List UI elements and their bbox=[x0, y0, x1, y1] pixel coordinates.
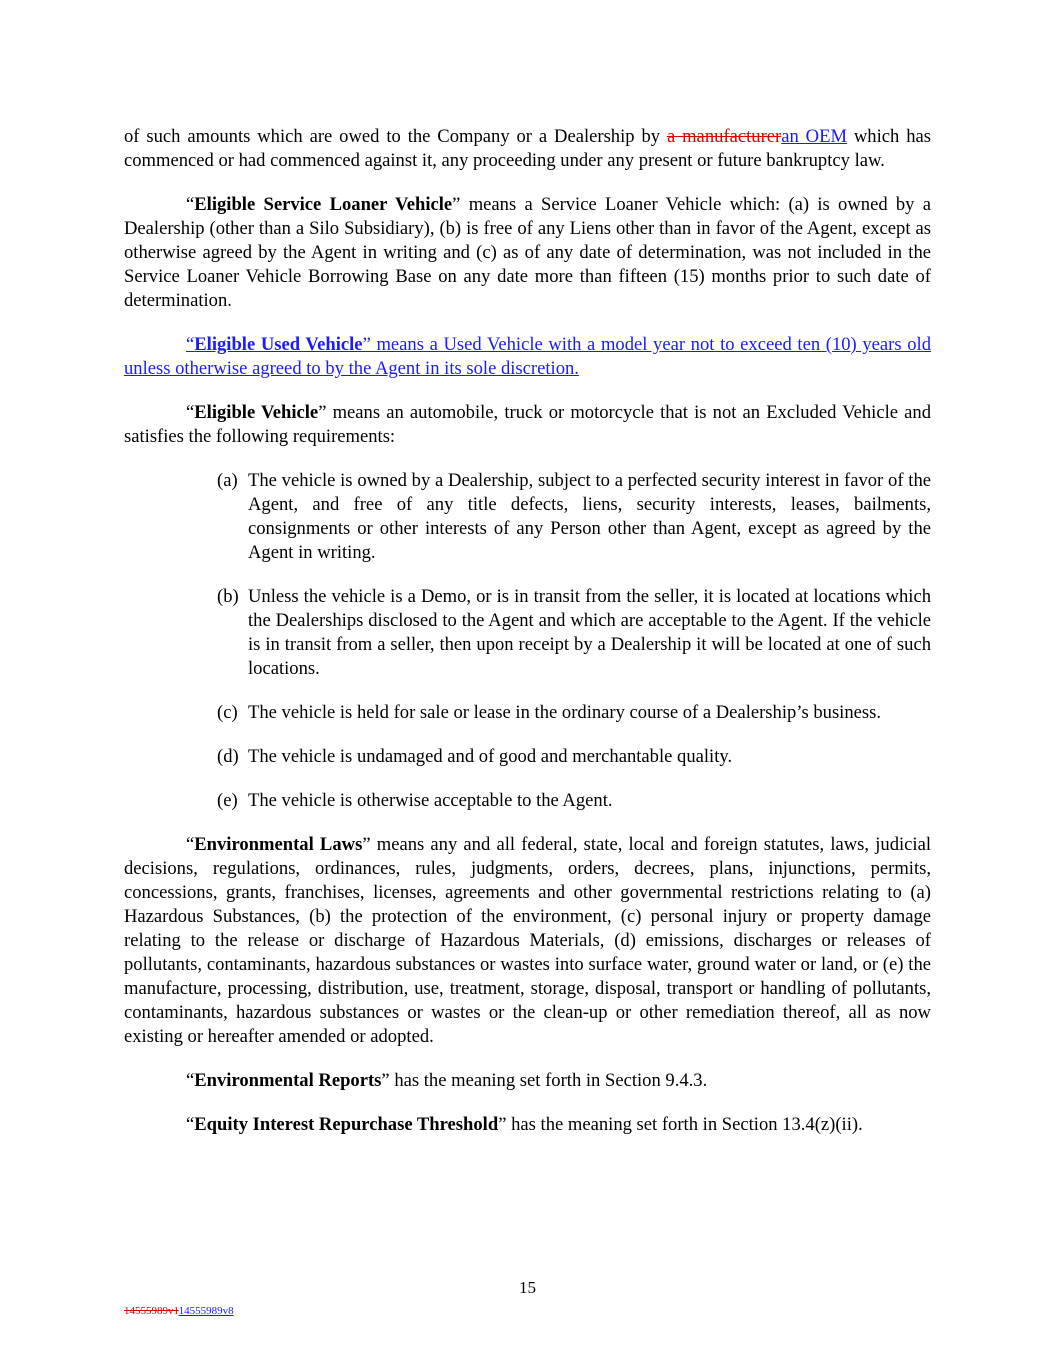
definition-text: ” has the meaning set forth in Section 13.4(z)(ii). bbox=[498, 1114, 863, 1135]
list-text: Unless the vehicle is a Demo, or is in transit from the seller, it is located at locations which the Dealerships disclosed to the Agent and which are acceptable to the Agent. If the vehicle is in transit from a seller, then upon receipt by a Dealership it will be located at one of such locations. bbox=[248, 586, 931, 679]
paragraph-continuation bbox=[124, 125, 931, 173]
list-item bbox=[217, 745, 931, 769]
list-label: (e) bbox=[217, 790, 238, 811]
definition-text: ” means a Service Loaner Vehicle which: (a) is owned by a Dealership (other than a Silo Subsidiary), (b) is free of any Liens other than in favor of the Agent, except as otherwise agreed by the Agent in writing and (c) as of any date of determination, was not included in the Service Loaner Vehicle Borrowing Base on any date more than fifteen (15) months prior to such date of determination. bbox=[124, 194, 931, 311]
list-text: The vehicle is undamaged and of good and merchantable quality. bbox=[248, 746, 733, 767]
defined-term: Environmental Laws bbox=[194, 834, 363, 855]
list-label: (c) bbox=[217, 702, 238, 723]
definition-eligible-vehicle bbox=[124, 401, 931, 449]
list-item bbox=[217, 789, 931, 813]
quote: “ bbox=[186, 1070, 195, 1091]
deleted-text: a manufacturer bbox=[666, 126, 782, 147]
quote: “ bbox=[186, 334, 195, 355]
definition-text: ” means a Used Vehicle with a model year not to exceed ten (10) years old unless otherwise agreed to by the Agent in its sole discretion. bbox=[124, 334, 931, 379]
defined-term: Eligible Service Loaner Vehicle bbox=[194, 194, 453, 215]
document-id-footer bbox=[124, 1299, 234, 1323]
defined-term: Environmental Reports bbox=[194, 1070, 382, 1091]
quote: “ bbox=[186, 1114, 195, 1135]
quote: “ bbox=[186, 194, 195, 215]
text: which has commenced or had commenced against it, any proceeding under any present or future bankruptcy law. bbox=[124, 126, 931, 171]
deleted-doc-id: 14555989v1 bbox=[124, 1305, 179, 1317]
definition-text: ” means any and all federal, state, local and foreign statutes, laws, judicial decisions, regulations, ordinances, rules, judgments, orders, decrees, plans, injunctions, permits, concessions, grants, franchises, licenses, agreements and other governmental restrictions relating to (a) Hazardous Substances, (b) the protection of the environment, (c) personal injury or property damage relating to the release or discharge of Hazardous Materials, (d) emissions, discharges or releases of pollutants, contaminants, hazardous substances or wastes into surface water, ground water or land, or (e) the manufacture, processing, distribution, use, treatment, storage, disposal, transport or handling of pollutants, contaminants, hazardous substances or wastes or the clean-up or other remediation thereof, all as now existing or hereafter amended or adopted. bbox=[124, 834, 931, 1047]
text: of such amounts which are owed to the Company or a Dealership by bbox=[124, 126, 667, 147]
list-item bbox=[217, 585, 931, 681]
definition-eligible-service-loaner-vehicle bbox=[124, 193, 931, 313]
quote: “ bbox=[186, 834, 195, 855]
definition-equity-interest-repurchase-threshold bbox=[124, 1113, 931, 1137]
list-label: (b) bbox=[217, 586, 239, 607]
list-item bbox=[217, 701, 931, 725]
list-label: (d) bbox=[217, 746, 239, 767]
defined-term: Eligible Used Vehicle bbox=[194, 334, 363, 355]
definition-text: ” has the meaning set forth in Section 9.4.3. bbox=[381, 1070, 708, 1091]
definition-text: ” means an automobile, truck or motorcycle that is not an Excluded Vehicle and satisfies the following requirements: bbox=[124, 402, 931, 447]
definition-eligible-used-vehicle-inserted bbox=[124, 333, 931, 381]
list-item bbox=[217, 469, 931, 565]
list-text: The vehicle is held for sale or lease in the ordinary course of a Dealership’s business. bbox=[248, 702, 882, 723]
list-text: The vehicle is otherwise acceptable to the Agent. bbox=[248, 790, 613, 811]
definition-environmental-reports bbox=[124, 1069, 931, 1093]
list-label: (a) bbox=[217, 470, 238, 491]
page-number: 15 bbox=[519, 1278, 536, 1297]
inserted-text: an OEM bbox=[781, 126, 847, 147]
defined-term: Equity Interest Repurchase Threshold bbox=[194, 1114, 499, 1135]
defined-term: Eligible Vehicle bbox=[194, 402, 319, 423]
definition-environmental-laws bbox=[124, 833, 931, 1049]
quote: “ bbox=[186, 402, 195, 423]
list-text: The vehicle is owned by a Dealership, subject to a perfected security interest in favor of the Agent, and free of any title defects, liens, security interests, leases, bailments, consignments or other interests of any Person other than Agent, except as agreed by the Agent in writing. bbox=[248, 470, 931, 563]
document-body bbox=[124, 125, 931, 1157]
inserted-doc-id: 14555989v8 bbox=[178, 1305, 234, 1317]
